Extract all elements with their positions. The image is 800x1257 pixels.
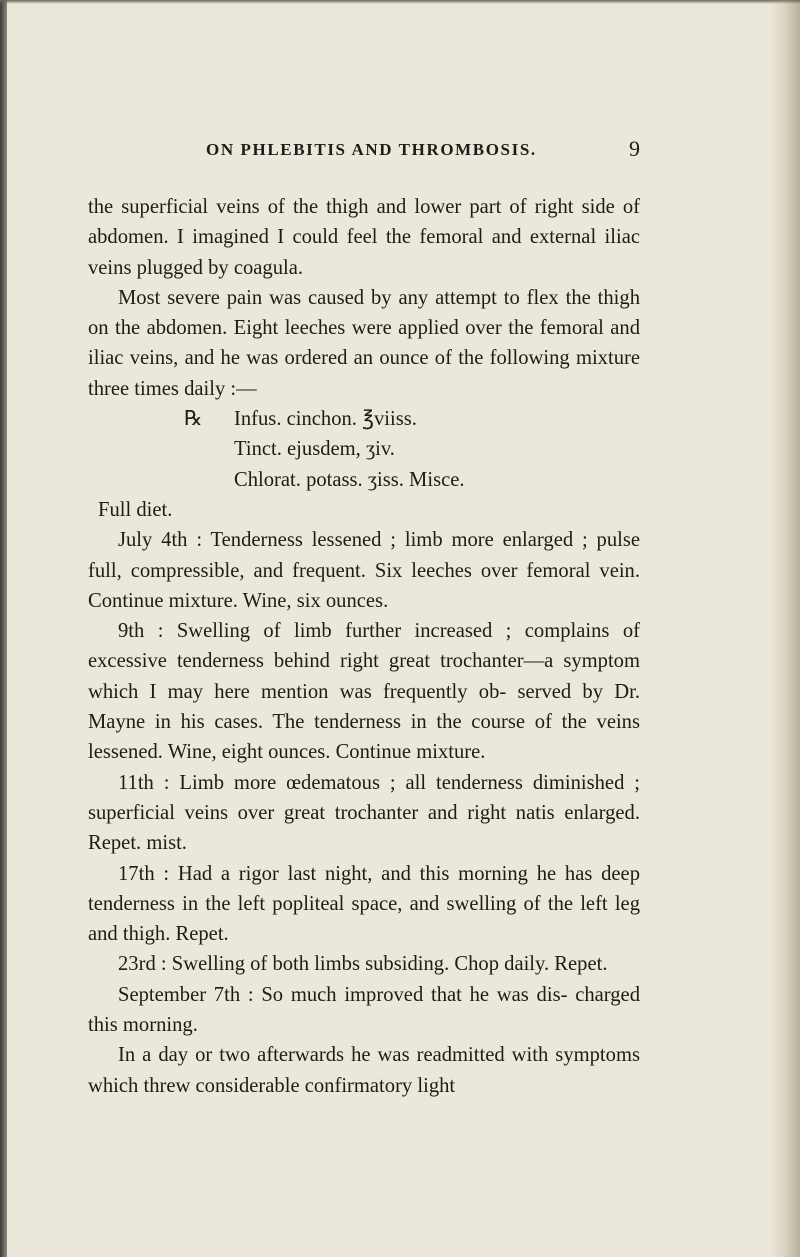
page-header <box>88 136 640 170</box>
prescription-item: Tinct. ejusdem, ʒiv. <box>234 438 395 461</box>
body-text <box>88 192 640 1101</box>
prescription-line <box>88 404 640 434</box>
paragraph: 23rd : Swelling of both limbs subsiding. Chop daily. Repet. <box>118 953 608 976</box>
page-edge-shadow <box>0 0 7 1257</box>
paragraph: 11th : Limb more œdematous ; all tenderness diminished ; superficial veins over great trochanter and right natis enlarged. Repet. mist. <box>88 771 640 855</box>
paragraph: July 4th : Tenderness lessened ; limb more enlarged ; pulse full, compressible, and frequent. Six leeches over femoral vein. Continue mixture. Wine, six ounces. <box>88 529 640 612</box>
paragraph: 17th : Had a rigor last night, and this morning he has deep tenderness in the left popliteal space, and swelling of the left leg and thigh. Repet. <box>88 862 640 946</box>
paragraph: In a day or two afterwards he was readmitted with symptoms which threw considerable confirmatory light <box>88 1044 640 1097</box>
running-title: ON PHLEBITIS AND THROMBOSIS. <box>206 140 537 159</box>
prescription-item: Chlorat. potass. ʒiss. Misce. <box>234 468 465 491</box>
page-top-shadow <box>0 0 800 4</box>
paragraph: September 7th : So much improved that he was dis- charged this morning. <box>88 983 640 1037</box>
recipe-symbol-icon: ℞ <box>184 408 203 431</box>
diet-note: Full diet. <box>98 498 173 521</box>
paragraph: the superficial veins of the thigh and lower part of right side of abdomen. I imagined I could feel the femoral and external iliac veins plugged by coagula. <box>88 196 640 279</box>
page-number: 9 <box>629 136 640 161</box>
prescription-item: Infus. cinchon. ℥viiss. <box>234 408 417 431</box>
paragraph: 9th : Swelling of limb further increased ; complains of excessive tenderness behind right great trochanter—a symptom which I may here mention was frequently ob- served by Dr. Mayne in his cases. The tenderness in the course of the veins lessened. Wine, eight ounces. Continue mixture. <box>88 620 640 764</box>
page-right-stain <box>770 0 800 1257</box>
paragraph: Most severe pain was caused by any attempt to flex the thigh on the abdomen. Eight leeches were applied over the femoral and iliac veins, and he was ordered an ounce of the following mixture three times daily :— <box>88 286 640 400</box>
